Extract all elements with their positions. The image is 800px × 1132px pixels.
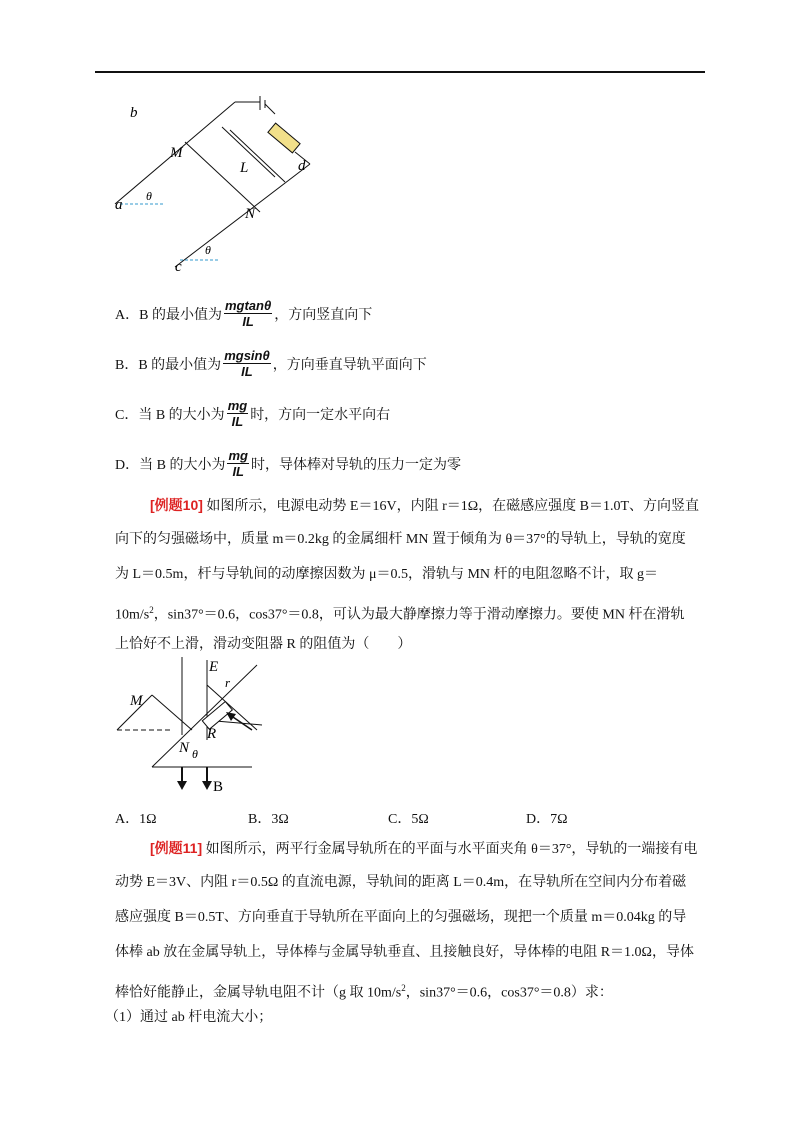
example10-line: [115, 565, 710, 585]
numerator: mgsinθ: [224, 348, 270, 363]
example10-line: [150, 495, 745, 517]
option-text: ，方向竖直向下: [274, 307, 373, 323]
text: 棒恰好能静止，金属导轨电阻不计（g 取 10m/s: [115, 985, 402, 1001]
option-text: B 的最小值为: [138, 357, 222, 373]
example10-line: [115, 635, 710, 655]
option-text: B 的最小值为: [139, 307, 222, 323]
denominator: IL: [241, 364, 253, 379]
option-letter: D．: [115, 457, 140, 473]
denominator: IL: [232, 464, 244, 479]
fraction: [227, 398, 249, 429]
superscript: 2: [401, 983, 406, 993]
text: 10m/s: [115, 607, 150, 623]
option-text: 当 B 的大小为: [138, 407, 225, 423]
option-a[interactable]: [115, 298, 372, 329]
numerator: mgtanθ: [224, 298, 272, 313]
example11-line: [115, 978, 710, 1004]
text: 上恰好不上滑，滑动变阻器 R 的阻值为（ ）: [115, 637, 412, 652]
example-tag: [例题10]: [150, 497, 203, 513]
svg-text:M: M: [130, 693, 143, 709]
svg-text:M: M: [170, 145, 183, 161]
fraction: [227, 448, 249, 479]
header-rule: [95, 71, 705, 73]
svg-text:N: N: [245, 206, 256, 222]
example10-option-a[interactable]: A．1Ω: [115, 812, 157, 827]
svg-text:d: d: [298, 158, 306, 174]
denominator: IL: [231, 414, 244, 429]
text: ，sin37°＝0.6，cos37°＝0.8）求：: [405, 985, 613, 1001]
example11-line: [115, 873, 710, 893]
svg-text:r: r: [225, 675, 231, 690]
option-text: 时，导体棒对导轨的压力一定为零: [250, 457, 461, 473]
option-c[interactable]: [115, 398, 390, 429]
fraction: [223, 348, 271, 379]
svg-text:θ: θ: [146, 189, 152, 203]
text: 向下的匀强磁场中，质量 m＝0.2kg 的金属细杆 MN 置于倾角为 θ＝37°的导轨上，导轨的宽度: [115, 532, 686, 547]
svg-text:θ: θ: [192, 747, 198, 761]
text: 动势 E＝3V、内阻 r＝0.5Ω 的直流电源，导轨间的距离 L＝0.4m，在导轨所在空间内分布着磁: [115, 875, 687, 890]
option-text: 时，方向一定水平向右: [250, 407, 391, 423]
example10-option-b[interactable]: B．3Ω: [248, 812, 289, 827]
denominator: IL: [242, 314, 254, 329]
numerator: mg: [228, 448, 248, 463]
sub-question-1: （1）通过 ab 杆电流大小；: [105, 1010, 273, 1025]
numerator: mg: [227, 398, 248, 413]
option-letter: B．: [115, 357, 139, 373]
example-tag: [例题11]: [150, 840, 203, 856]
text: 为 L＝0.5m，杆与导轨间的动摩擦因数为 μ＝0.5，滑轨与 MN 杆的电阻忽略不计，取 g＝: [115, 567, 659, 582]
example11-line: [150, 838, 745, 860]
text: ，sin37°＝0.6，cos37°＝0.8，可认为最大静摩擦力等于滑动摩擦力。要使 MN 杆在滑轨: [153, 607, 685, 623]
svg-text:c: c: [175, 259, 182, 275]
svg-text:θ: θ: [205, 243, 211, 257]
svg-text:b: b: [130, 105, 138, 121]
circuit-incline-figure: [112, 655, 272, 795]
fraction: [224, 298, 272, 329]
text: 感应强度 B＝0.5T、方向垂直于导轨所在平面向上的匀强磁场，现把一个质量 m＝0.04kg 的导: [115, 910, 687, 925]
svg-text:a: a: [115, 197, 123, 213]
text: 如图所示，两平行金属导轨所在的平面与水平面夹角 θ＝37°，导轨的一端接有电: [205, 842, 698, 857]
option-letter: A．: [115, 307, 140, 323]
svg-text:L: L: [240, 160, 249, 176]
example10-line: [115, 530, 710, 550]
svg-text:B: B: [213, 779, 224, 795]
svg-text:E: E: [209, 659, 219, 675]
option-b[interactable]: [115, 348, 427, 379]
text: 体棒 ab 放在金属导轨上，导体棒与金属导轨垂直、且接触良好，导体棒的电阻 R＝1.0Ω，导体: [115, 945, 694, 960]
option-letter: C．: [115, 407, 139, 423]
text: 如图所示，电源电动势 E＝16V，内阻 r＝1Ω，在磁感应强度 B＝1.0T、方向竖直: [206, 499, 700, 514]
rail-diagram-figure: [110, 92, 320, 277]
option-text: ，方向垂直导轨平面向下: [272, 357, 427, 373]
example10-option-c[interactable]: C．5Ω: [388, 812, 429, 827]
example10-line: [115, 600, 710, 626]
svg-text:N: N: [179, 740, 190, 756]
superscript: 2: [149, 605, 154, 615]
example11-line: [115, 908, 710, 928]
example10-option-d[interactable]: D．7Ω: [526, 812, 568, 827]
option-d[interactable]: [115, 448, 461, 479]
example11-line: [115, 943, 710, 963]
svg-text:R: R: [207, 726, 217, 742]
option-text: 当 B 的大小为: [139, 457, 226, 473]
